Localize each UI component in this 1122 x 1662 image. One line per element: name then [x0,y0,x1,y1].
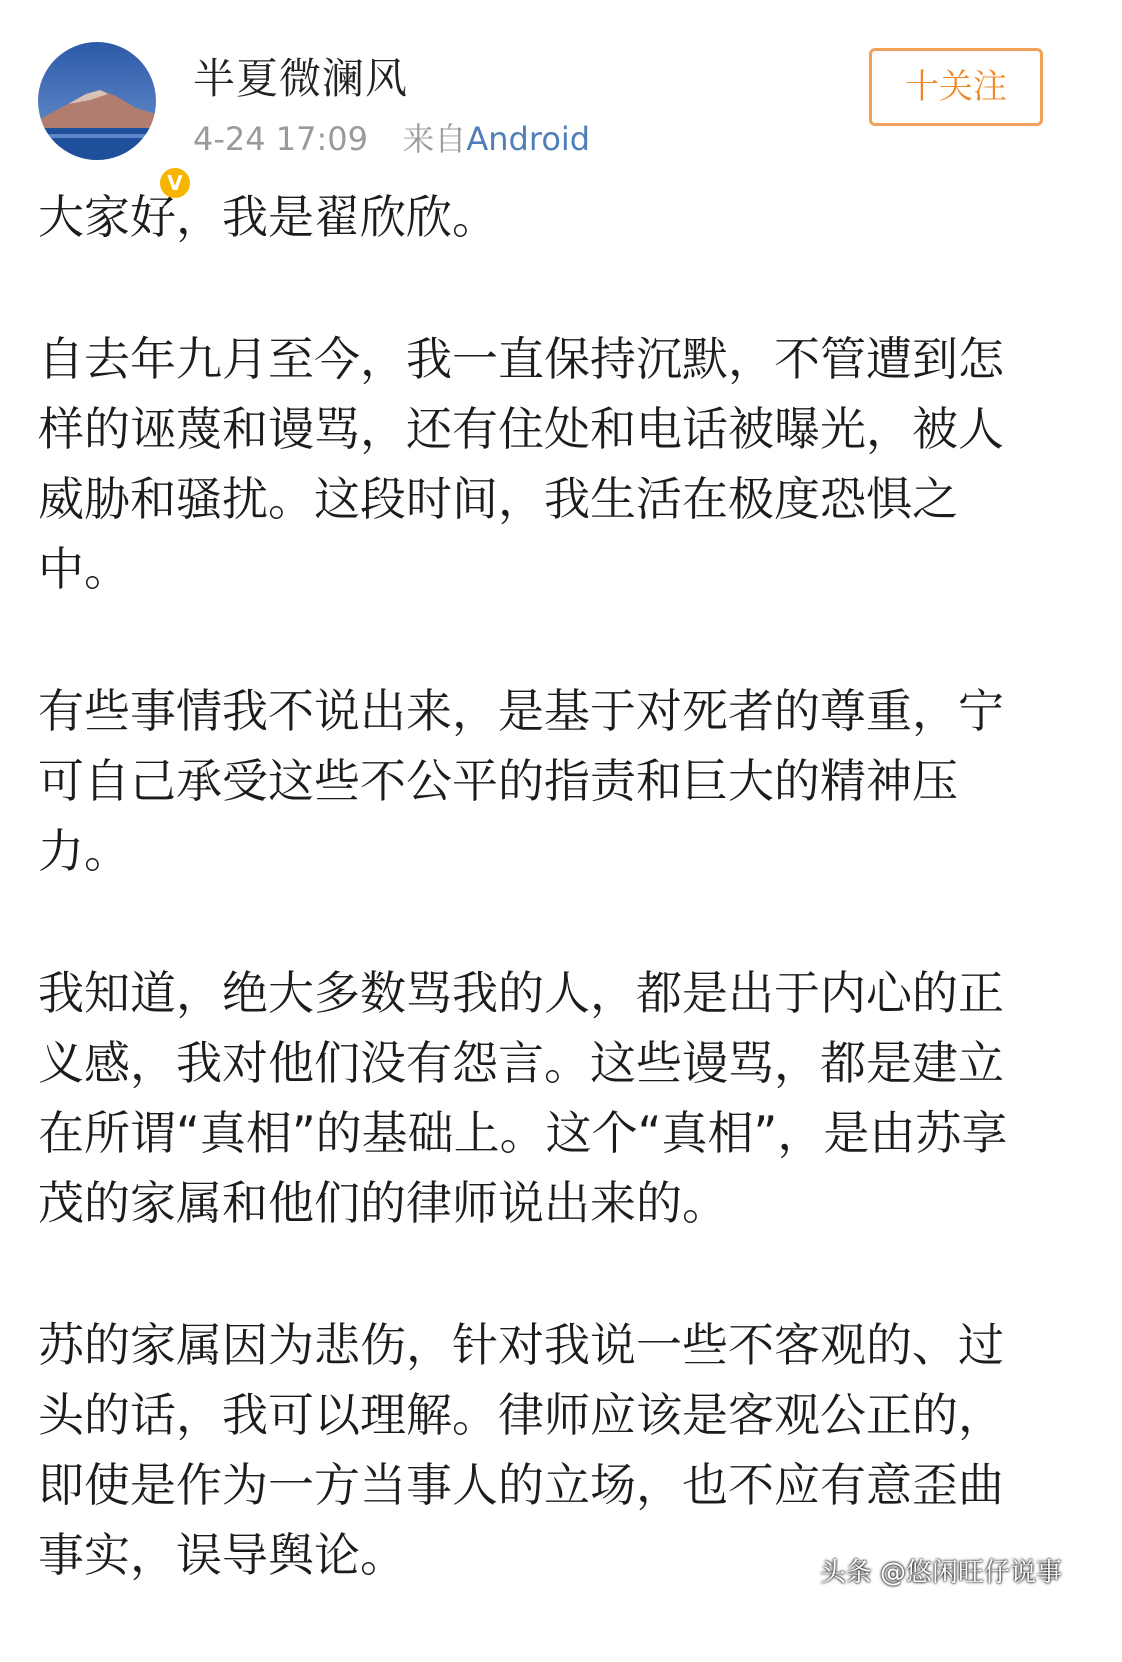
post-paragraph: 自去年九月至今，我一直保持沉默，不管遭到怎样的诬蔑和谩骂，还有住处和电话被曝光，被人威胁和骚扰。这段时间，我生活在极度恐惧之中。 [38,332,1004,596]
follow-button[interactable]: 十关注 [869,48,1043,126]
post-time: 4-24 17:09 [193,120,369,158]
watermark: 头条 @悠闲旺仔说事 [819,1558,1062,1588]
post-body [38,182,1038,1662]
post-source[interactable]: Android [466,120,591,158]
source-prefix: 来自 [402,120,467,158]
avatar-image [38,42,156,160]
post-paragraph: 有些事情我不说出来，是基于对死者的尊重，宁可自己承受这些不公平的指责和巨大的精神压力。 [38,684,1004,878]
post-paragraph: 我知道，绝大多数骂我的人，都是出于内心的正义感，我对他们没有怨言。这些谩骂，都是建立在所谓“真相”的基础上。这个“真相”，是由苏享茂的家属和他们的律师说出来的。 [38,966,1008,1230]
post-meta [193,114,590,160]
verified-badge-icon: V [156,164,194,202]
post-paragraph: 大家好，我是翟欣欣。 [38,190,498,244]
avatar[interactable] [38,42,183,195]
post-header [0,0,1122,195]
post-paragraph: 苏的家属因为悲伤，针对我说一些不客观的、过头的话，我可以理解。律师应该是客观公正的，即使是作为一方当事人的立场，也不应有意歪曲事实，误导舆论。 [38,1318,1004,1582]
author-name[interactable]: 半夏微澜风 [193,54,409,103]
